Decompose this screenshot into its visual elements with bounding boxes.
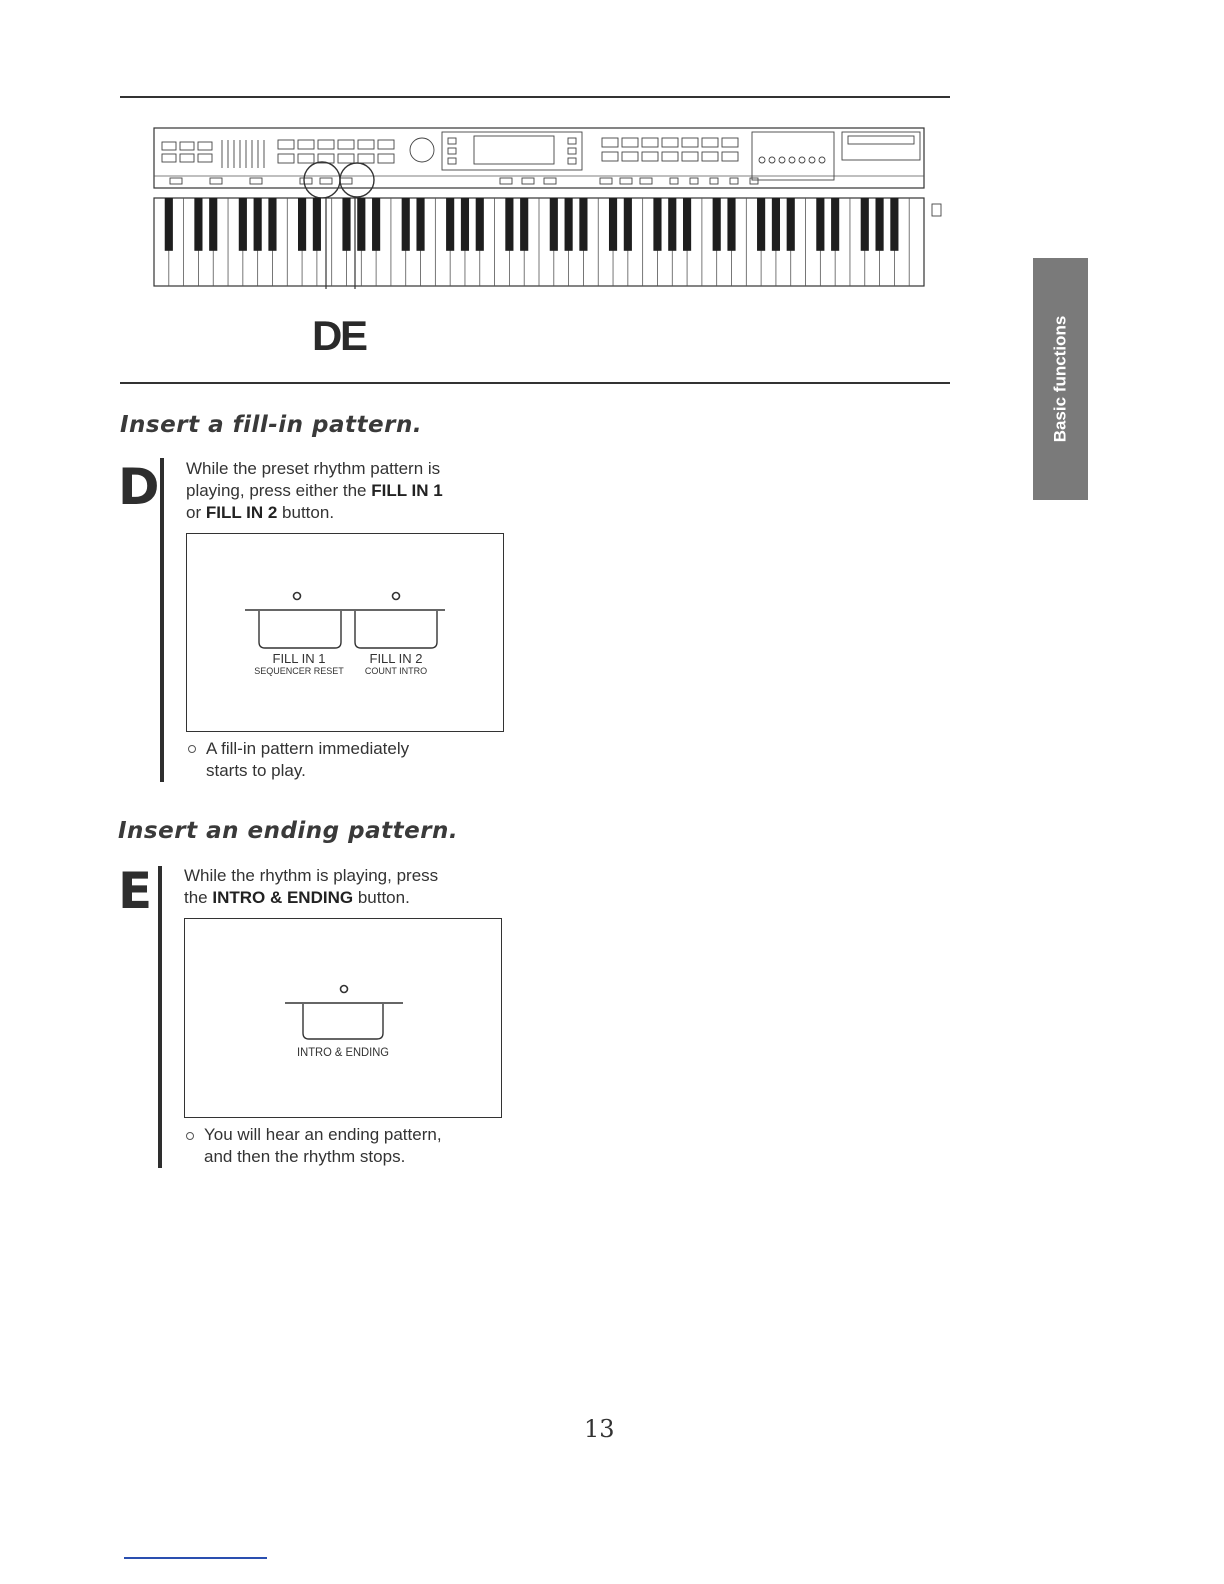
marker-e: E xyxy=(340,312,369,359)
fill-in-1-button-icon xyxy=(259,611,341,648)
black-key xyxy=(239,198,247,251)
black-key xyxy=(209,198,217,251)
section-d-note xyxy=(206,738,506,782)
black-key xyxy=(861,198,869,251)
intro-ending-button-icon xyxy=(303,1004,383,1039)
bullet-icon xyxy=(186,1132,194,1140)
fill-in-1-label: FILL IN 1 xyxy=(272,651,326,666)
black-key xyxy=(476,198,484,251)
instruction-line: the INTRO & ENDING button. xyxy=(184,888,410,907)
black-key xyxy=(653,198,661,251)
note-line: starts to play. xyxy=(206,761,306,780)
intro-ending-led-icon xyxy=(341,986,348,993)
black-key xyxy=(713,198,721,251)
volume-knob-icon xyxy=(932,204,941,216)
step-letter-d: D xyxy=(118,458,160,516)
fill-in-2-led-icon xyxy=(393,593,400,600)
black-key xyxy=(357,198,365,251)
fill-in-buttons-figure xyxy=(186,533,504,732)
black-key xyxy=(313,198,321,251)
instruction-line: or FILL IN 2 button. xyxy=(186,503,335,522)
black-key xyxy=(372,198,380,251)
black-key xyxy=(461,198,469,251)
black-key xyxy=(816,198,824,251)
black-key xyxy=(787,198,795,251)
black-key xyxy=(624,198,632,251)
section-e-instruction xyxy=(184,865,504,909)
black-key xyxy=(683,198,691,251)
black-key xyxy=(254,198,262,251)
black-key xyxy=(165,198,173,251)
black-key xyxy=(402,198,410,251)
note-line: and then the rhythm stops. xyxy=(204,1147,406,1166)
black-key xyxy=(579,198,587,251)
piano-keys xyxy=(154,198,924,286)
intro-ending-ref: INTRO & ENDING xyxy=(212,888,354,907)
black-key xyxy=(831,198,839,251)
section-d-heading: Insert a fill-in pattern. xyxy=(120,412,423,438)
fill-in-2-ref: FILL IN 2 xyxy=(205,503,278,522)
intro-ending-button-figure xyxy=(184,918,502,1118)
control-panel xyxy=(154,128,924,198)
instruction-line: While the preset rhythm pattern is xyxy=(186,459,441,478)
black-key xyxy=(609,198,617,251)
page-number: 13 xyxy=(584,1415,615,1443)
section-d-instruction xyxy=(186,458,506,524)
footer-line xyxy=(124,1557,267,1559)
note-line: You will hear an ending pattern, xyxy=(204,1125,442,1144)
fill-in-1-ref: FILL IN 1 xyxy=(371,481,443,500)
step-letter-e: E xyxy=(118,862,153,920)
section-e-note xyxy=(204,1124,504,1168)
fill-in-1-led-icon xyxy=(294,593,301,600)
instruction-line: While the rhythm is playing, press xyxy=(184,866,439,885)
black-key xyxy=(757,198,765,251)
step-e-bar xyxy=(158,866,162,1168)
black-key xyxy=(772,198,780,251)
black-key xyxy=(565,198,573,251)
black-key xyxy=(446,198,454,251)
fill-in-2-sublabel: COUNT INTRO xyxy=(364,666,428,676)
marker-d: D xyxy=(312,312,343,359)
black-key xyxy=(416,198,424,251)
fill-in-1-sublabel: SEQUENCER RESET xyxy=(254,666,344,676)
top-rule xyxy=(120,96,950,98)
black-key xyxy=(550,198,558,251)
black-key xyxy=(268,198,276,251)
keyboard-illustration xyxy=(150,124,945,289)
black-key xyxy=(505,198,513,251)
bullet-icon xyxy=(188,745,196,753)
black-key xyxy=(342,198,350,251)
black-key xyxy=(194,198,202,251)
black-key xyxy=(727,198,735,251)
intro-ending-label: INTRO & ENDING xyxy=(297,1045,389,1059)
note-line: A fill-in pattern immediately xyxy=(206,739,410,758)
fill-in-2-label: FILL IN 2 xyxy=(369,651,423,666)
section-e-heading: Insert an ending pattern. xyxy=(118,818,459,844)
black-key xyxy=(876,198,884,251)
instruction-line: playing, press either the FILL IN 1 xyxy=(186,481,443,500)
step-d-bar xyxy=(160,458,164,782)
side-tab-label: Basic functions xyxy=(1050,315,1070,443)
diagram-bottom-rule xyxy=(120,382,950,384)
side-tab xyxy=(1033,258,1088,500)
black-key xyxy=(520,198,528,251)
black-key xyxy=(890,198,898,251)
black-key xyxy=(668,198,676,251)
black-key xyxy=(298,198,306,251)
fill-in-2-button-icon xyxy=(355,611,437,648)
